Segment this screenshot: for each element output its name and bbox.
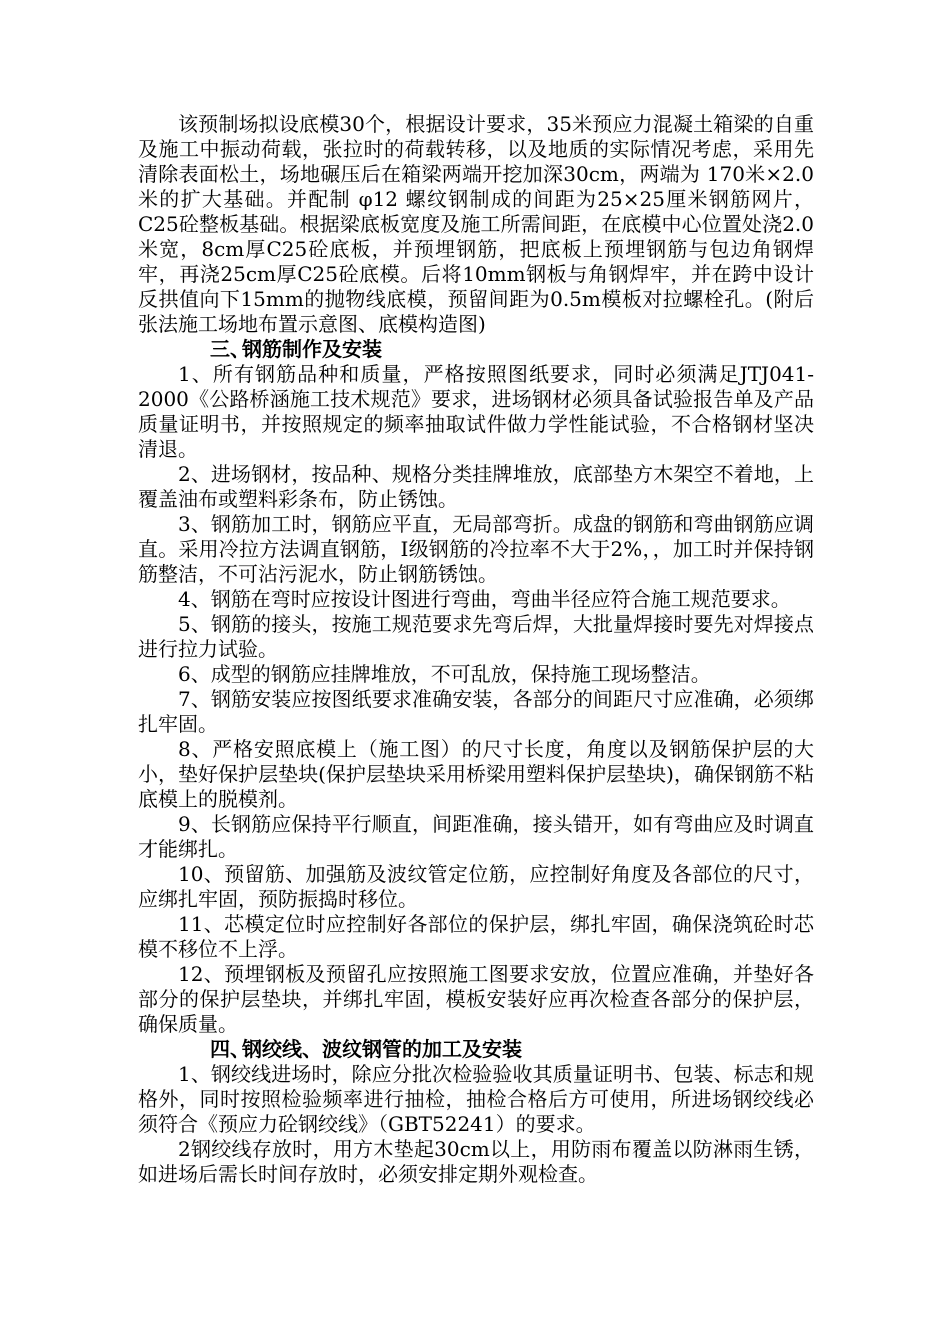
- section-3-item-9: 9、长钢筋应保持平行顺直，间距准确，接头错开，如有弯曲应及时调直才能绑扎。: [138, 812, 814, 861]
- document-page: [138, 112, 814, 1187]
- section-3-item-12: 12、预埋钢板及预留孔应按照施工图要求安放，位置应准确，并垫好各部分的保护层垫块，并绑扎牢固，模板安装好应再次检查各部分的保护层， 确保质量。: [138, 962, 814, 1036]
- section-3-item-11: 11、芯模定位时应控制好各部位的保护层，绑扎牢固，确保浇筑砼时芯模不移位不上浮。: [138, 912, 814, 961]
- section-3-item-2: 2、进场钢材，按品种、规格分类挂牌堆放，底部垫方木架空不着地，上覆盖油布或塑料彩条布，防止锈蚀。: [138, 462, 814, 511]
- section-4-item-2: 2钢绞线存放时，用方木垫起30cm以上，用防雨布覆盖以防淋雨生锈，如进场后需长时间存放时，必须安排定期外观检查。: [138, 1137, 814, 1186]
- section-3-item-6: 6、成型的钢筋应挂牌堆放，不可乱放，保持施工现场整洁。: [178, 662, 711, 686]
- section-3-item-4: 4、钢筋在弯时应按设计图进行弯曲，弯曲半径应符合施工规范要求。: [178, 587, 791, 611]
- section-3-item-3: 3、钢筋加工时，钢筋应平直，无局部弯折。成盘的钢筋和弯曲钢筋应调直。采用冷拉方法调直钢筋，Ⅰ级钢筋的冷拉率不大于2%，，加工时并保持钢筋整洁，不可沾污泥水，防止钢筋锈蚀。: [138, 512, 814, 586]
- section-3-number: 三、: [210, 337, 250, 361]
- section-3-title: 钢筋制作及安装: [242, 337, 382, 361]
- section-4-heading: [138, 1037, 814, 1062]
- section-3-item-8: 8、严格安照底模上（施工图）的尺寸长度，角度以及钢筋保护层的大小，垫好保护层垫块(保护层垫块采用桥梁用塑料保护层垫块)，确保钢筋不粘底模上的脱模剂。: [138, 737, 814, 811]
- intro-paragraph: 该预制场拟设底模30个，根据设计要求，35米预应力混凝土箱梁的自重及施工中振动荷载，张拉时的荷载转移，以及地质的实际情况考虑，采用先清除表面松土，场地碾压后在箱梁两端开挖加深30cm，两端为 170米×2.0米的扩大基础。并配制 φ12 螺纹钢制成的间距为25×25厘米钢筋网片，C25砼整板基础。根据梁底板宽度及施工所需间距，在底模中心位置处浇2.0米宽，8cm厚C25砼底板，并预埋钢筋，把底板上预埋钢筋与包边角钢焊牢，再浇25cm厚C25砼底模。后将10mm钢板与角钢焊牢，并在跨中设计反拱值向下15mm的抛物线底模，预留间距为0.5m模板对拉螺栓孔。(附后张法施工场地布置示意图、底模构造图): [138, 112, 814, 336]
- section-3-item-10: 10、预留筋、加强筋及波纹管定位筋，应控制好角度及各部位的尺寸，应绑扎牢固，预防振捣时移位。: [138, 862, 814, 911]
- section-3-item-1: 1、所有钢筋品种和质量，严格按照图纸要求，同时必须满足JTJ041-2000《公路桥涵施工技术规范》要求，进场钢材必须具备试验报告单及产品质量证明书，并按照规定的频率抽取试件做力学性能试验，不合格钢材坚决清退。: [138, 362, 814, 461]
- section-3-item-7: 7、钢筋安装应按图纸要求准确安装，各部分的间距尺寸应准确，必须绑扎牢固。: [138, 687, 814, 736]
- section-4-number: 四、: [210, 1037, 250, 1061]
- section-3-heading: [138, 337, 814, 362]
- section-3-item-5: 5、钢筋的接头，按施工规范要求先弯后焊，大批量焊接时要先对焊接点进行拉力试验。: [138, 612, 814, 661]
- section-4-title: 钢绞线、波纹钢管的加工及安装: [242, 1037, 522, 1061]
- section-4-item-1: 1、钢绞线进场时，除应分批次检验验收其质量证明书、包装、标志和规格外，同时按照检验频率进行抽检，抽检合格后方可使用，所进场钢绞线必须符合《预应力砼钢绞线》（GBT52241）的要求。: [138, 1062, 814, 1136]
